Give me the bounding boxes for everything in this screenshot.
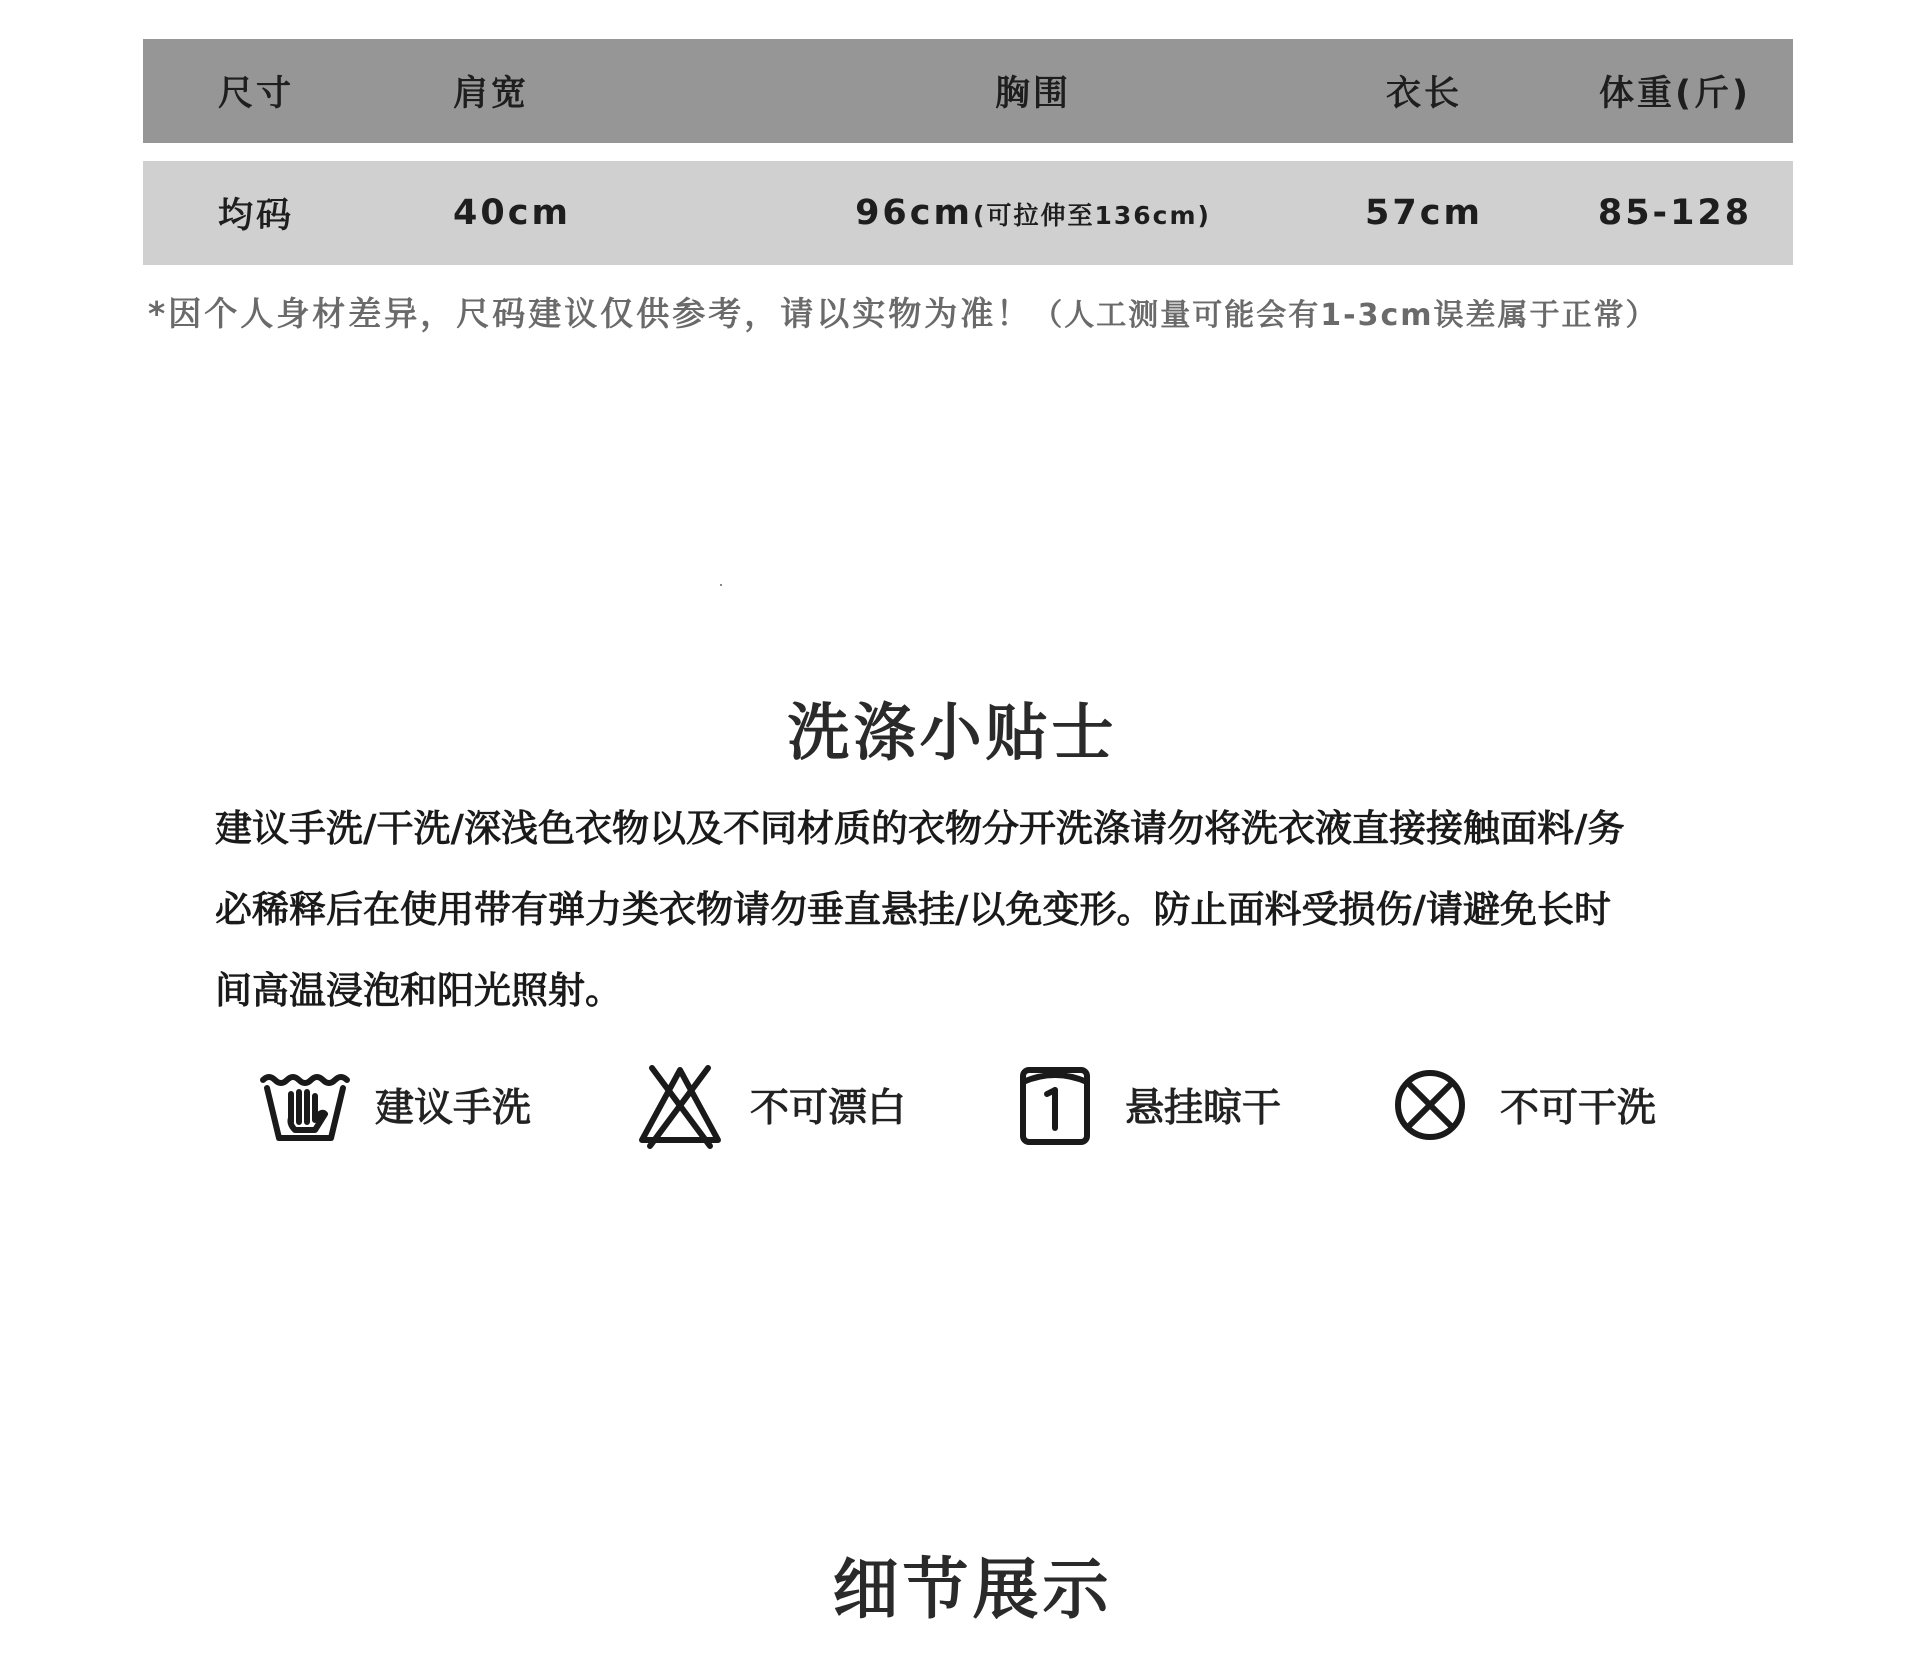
care-label: 不可漂白 [750,1086,907,1131]
cell-weight: 85-128 [1597,193,1753,233]
care-item-hang-dry [1005,1060,1281,1150]
stray-dot [720,584,722,586]
header-size: 尺寸 [218,74,295,114]
care-label: 不可干洗 [1500,1086,1657,1131]
care-icons [255,1060,1705,1150]
size-disclaimer [148,288,1658,335]
cell-chest [775,193,1291,233]
washing-line: 间高温浸泡和阳光照射。 [215,969,622,1012]
hang-dry-icon [1005,1060,1105,1150]
washing-title: 洗涤小贴士 [787,696,1118,769]
care-item-hand-wash [255,1060,531,1150]
cell-size: 均码 [218,196,295,236]
cell-shoulder: 40cm [453,193,571,233]
care-item-no-bleach [630,1060,906,1150]
cell-chest-value: 96cm [855,193,974,233]
size-table [143,39,1793,265]
care-label: 悬挂晾干 [1125,1086,1282,1131]
header-shoulder: 肩宽 [453,74,530,114]
disclaimer-main: *因个人身材差异，尺码建议仅供参考，请以实物为准！ [148,294,1033,333]
washing-line: 建议手洗/干洗/深浅色衣物以及不同材质的衣物分开洗涤请勿将洗衣液直接接触面料/务 [215,807,1625,850]
disclaimer-sub: （人工测量可能会有1-3cm误差属于正常） [1032,298,1658,333]
header-chest: 胸围 [994,74,1071,114]
cell-chest-note: (可拉伸至136cm) [973,201,1211,230]
no-dry-clean-icon [1380,1060,1480,1150]
detail-title: 细节展示 [832,1551,1113,1628]
size-table-header [143,39,1793,143]
header-length: 衣长 [1385,74,1462,114]
washing-instructions [215,788,1735,1031]
cell-length: 57cm [1365,193,1483,233]
washing-line: 必稀释后在使用带有弹力类衣物请勿垂直悬挂/以免变形。防止面料受损伤/请避免长时 [215,888,1612,931]
care-item-no-dry-clean [1380,1060,1656,1150]
no-bleach-icon [630,1060,730,1150]
hand-wash-icon [255,1060,355,1150]
header-weight: 体重(斤) [1599,74,1751,114]
size-table-row [143,161,1793,265]
care-label: 建议手洗 [375,1086,532,1131]
